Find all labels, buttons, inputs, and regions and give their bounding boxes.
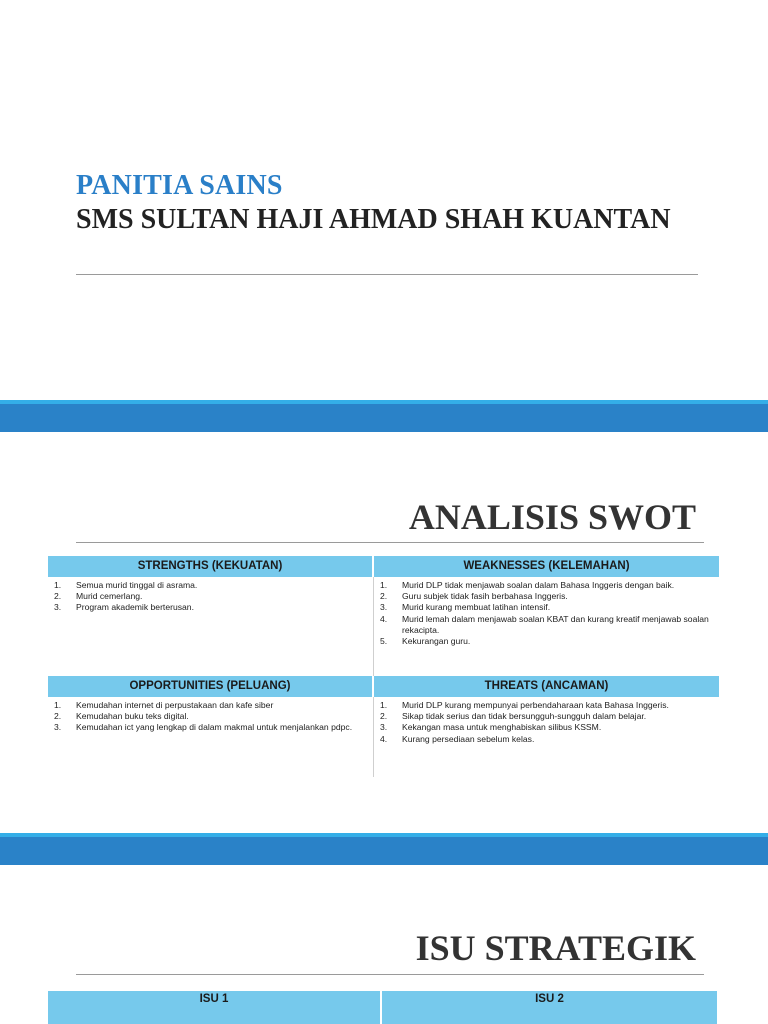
title-slide [0, 0, 768, 400]
item-text: Kemudahan buku teks digital. [76, 711, 189, 722]
item-number: 1. [380, 580, 388, 590]
list-item [48, 591, 367, 602]
item-number: 2. [54, 711, 62, 722]
item-text: Murid DLP kurang mempunyai perbendaharaan kata Bahasa Inggeris. [402, 700, 669, 710]
isu-table [48, 991, 717, 1024]
swot-slide [0, 432, 768, 832]
list-item [374, 700, 713, 711]
item-number: 3. [380, 602, 388, 613]
list-item [374, 734, 713, 745]
swot-table [48, 556, 719, 777]
weaknesses-header: WEAKNESSES (KELEMAHAN) [374, 556, 719, 577]
item-text: Kekangan masa untuk menghabiskan silibus KSSM. [402, 722, 602, 733]
item-text: Murid lemah dalam menjawab soalan KBAT dan kurang kreatif menjawab soalan rekacipta. [402, 613, 709, 635]
slide-title: PANITIA SAINS [76, 170, 283, 201]
item-number: 1. [54, 700, 62, 710]
list-item [374, 614, 713, 636]
item-number: 2. [380, 711, 388, 722]
opportunities-list [48, 700, 367, 734]
slide-title: ISU STRATEGIK [415, 928, 696, 968]
list-item [48, 711, 367, 722]
list-item [48, 602, 367, 613]
list-item [374, 722, 713, 733]
divider [76, 542, 704, 543]
isu-1-header: ISU 1 [48, 991, 382, 1024]
slide-subtitle: SMS SULTAN HAJI AHMAD SHAH KUANTAN [76, 204, 671, 235]
slide-title: ANALISIS SWOT [408, 497, 696, 537]
item-text: Kekurangan guru. [402, 636, 471, 647]
list-item [374, 602, 713, 613]
item-text: Murid kurang membuat latihan intensif. [402, 602, 551, 613]
item-number: 2. [380, 591, 388, 602]
item-number: 5. [380, 636, 388, 647]
divider [76, 974, 704, 975]
slide-separator [0, 400, 768, 432]
strengths-list [48, 580, 367, 614]
item-number: 3. [54, 602, 62, 613]
item-text: Guru subjek tidak fasih berbahasa Inggeris. [402, 591, 568, 602]
strengths-header: STRENGTHS (KEKUATAN) [48, 556, 374, 577]
opportunities-header: OPPORTUNITIES (PELUANG) [48, 676, 374, 697]
strengths-cell [48, 577, 374, 676]
list-item [48, 580, 367, 591]
item-text: Murid cemerlang. [76, 591, 143, 602]
item-text: Sikap tidak serius dan tidak bersungguh-sungguh dalam belajar. [402, 711, 647, 722]
isu-2-header: ISU 2 [382, 991, 717, 1024]
item-number: 1. [54, 580, 62, 590]
divider [76, 274, 698, 275]
item-text: Semua murid tinggal di asrama. [76, 580, 198, 590]
weaknesses-list [374, 580, 713, 647]
item-number: 3. [54, 722, 62, 733]
item-text: Kemudahan internet di perpustakaan dan kafe siber [76, 700, 274, 710]
threats-list [374, 700, 713, 745]
item-number: 2. [54, 591, 62, 602]
item-text: Murid DLP tidak menjawab soalan dalam Bahasa Inggeris dengan baik. [402, 580, 675, 590]
item-text: Program akademik berterusan. [76, 602, 194, 613]
item-text: Kemudahan ict yang lengkap di dalam makmal untuk menjalankan pdpc. [76, 722, 353, 733]
item-text: Kurang persediaan sebelum kelas. [402, 733, 535, 744]
isu-strategik-slide [0, 865, 768, 1024]
list-item [374, 580, 713, 591]
list-item [48, 700, 367, 711]
item-number: 4. [380, 613, 388, 624]
item-number: 3. [380, 722, 388, 733]
list-item [374, 591, 713, 602]
item-number: 1. [380, 700, 388, 710]
list-item [48, 722, 367, 733]
item-number: 4. [380, 733, 388, 744]
slide-separator [0, 833, 768, 865]
list-item [374, 636, 713, 647]
list-item [374, 711, 713, 722]
threats-cell [374, 697, 719, 777]
threats-header: THREATS (ANCAMAN) [374, 676, 719, 697]
opportunities-cell [48, 697, 374, 777]
weaknesses-cell [374, 577, 719, 676]
